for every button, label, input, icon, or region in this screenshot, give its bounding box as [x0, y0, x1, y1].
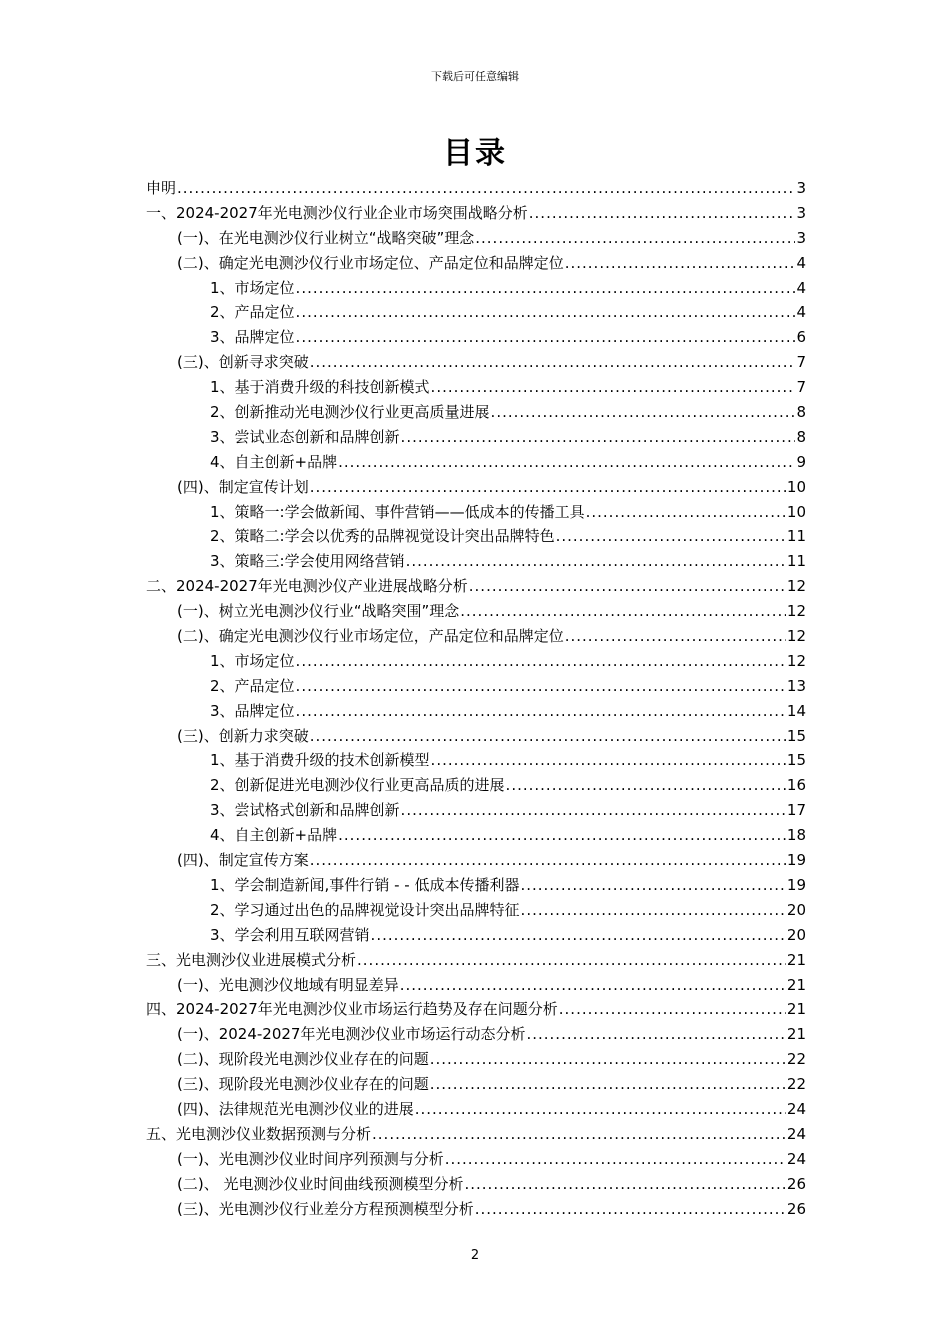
- toc-entry-title: 2、策略二:学会以优秀的品牌视觉设计突出品牌特色: [210, 527, 555, 546]
- toc-entry-page: 7: [796, 378, 806, 397]
- toc-entry-page: 21: [786, 975, 806, 994]
- toc-entry-page: 19: [786, 875, 806, 894]
- toc-entry-title: (一)、在光电测沙仪行业树立“战略突破”理念: [177, 228, 475, 247]
- toc-entry-title: (一)、树立光电测沙仪行业“战略突围”理念: [177, 602, 460, 621]
- toc-entry[interactable]: [146, 1097, 806, 1122]
- toc-entry[interactable]: [146, 1197, 806, 1222]
- toc-entry-page: 21: [786, 1025, 806, 1044]
- toc-entry-title: 一、2024-2027年光电测沙仪行业企业市场突围战略分析: [146, 203, 528, 222]
- toc-entry[interactable]: [146, 500, 806, 525]
- toc-entry-title: (二)、确定光电测沙仪行业市场定位，产品定位和品牌定位: [177, 627, 564, 646]
- toc-leader-dots: [556, 524, 786, 549]
- toc-entry-page: 15: [786, 751, 806, 770]
- toc-entry[interactable]: [146, 524, 806, 549]
- toc-entry-title: 4、自主创新+品牌: [210, 826, 338, 845]
- toc-entry-page: 6: [796, 328, 806, 347]
- toc-entry-page: 14: [786, 701, 806, 720]
- toc-entry-page: 20: [786, 900, 806, 919]
- toc-leader-dots: [529, 201, 796, 226]
- toc-entry[interactable]: [146, 973, 806, 998]
- toc-leader-dots: [491, 400, 796, 425]
- toc-entry[interactable]: [146, 724, 806, 749]
- document-title: 目录: [443, 136, 507, 171]
- toc-entry-title: (三)、创新力求突破: [177, 726, 309, 745]
- toc-entry-title: 1、基于消费升级的技术创新模型: [210, 751, 430, 770]
- toc-entry-page: 26: [786, 1199, 806, 1218]
- toc-entry-title: 2、创新促进光电测沙仪行业更高品质的进展: [210, 776, 505, 795]
- toc-leader-dots: [460, 599, 786, 624]
- toc-entry[interactable]: [146, 176, 806, 201]
- toc-entry-page: 7: [796, 353, 806, 372]
- toc-leader-dots: [296, 276, 796, 301]
- toc-leader-dots: [464, 1172, 785, 1197]
- toc-leader-dots: [526, 1022, 785, 1047]
- toc-entry-title: 3、品牌定位: [210, 328, 295, 347]
- toc-entry-title: 3、学会利用互联网营销: [210, 925, 370, 944]
- toc-leader-dots: [310, 475, 786, 500]
- toc-entry-page: 4: [796, 253, 806, 272]
- toc-entry-page: 17: [786, 801, 806, 820]
- toc-entry-page: 4: [796, 303, 806, 322]
- toc-entry[interactable]: [146, 1147, 806, 1172]
- table-of-contents: [146, 176, 806, 1221]
- toc-leader-dots: [431, 748, 786, 773]
- toc-entry-title: (一)、2024-2027年光电测沙仪业市场运行动态分析: [177, 1025, 526, 1044]
- toc-leader-dots: [475, 1197, 786, 1222]
- toc-leader-dots: [338, 450, 795, 475]
- toc-leader-dots: [430, 1072, 786, 1097]
- toc-leader-dots: [177, 176, 795, 201]
- page-number: 2: [470, 1248, 480, 1263]
- toc-entry-title: 五、光电测沙仪业数据预测与分析: [146, 1124, 372, 1143]
- toc-entry[interactable]: [146, 997, 806, 1022]
- toc-leader-dots: [401, 798, 786, 823]
- toc-entry-title: 四、2024-2027年光电测沙仪业市场运行趋势及存在问题分析: [146, 1000, 558, 1019]
- toc-entry[interactable]: [146, 574, 806, 599]
- toc-leader-dots: [310, 848, 786, 873]
- toc-entry-page: 24: [786, 1099, 806, 1118]
- toc-entry[interactable]: [146, 898, 806, 923]
- toc-entry-page: 21: [786, 950, 806, 969]
- toc-entry-title: 2、学习通过出色的品牌视觉设计突出品牌特征: [210, 900, 520, 919]
- toc-entry-page: 4: [796, 278, 806, 297]
- toc-entry-title: (四)、制定宣传计划: [177, 477, 309, 496]
- toc-entry-page: 22: [786, 1050, 806, 1069]
- toc-entry-title: (三)、光电测沙仪行业差分方程预测模型分析: [177, 1199, 474, 1218]
- toc-leader-dots: [521, 898, 786, 923]
- toc-entry-page: 11: [786, 527, 806, 546]
- toc-entry-title: 2、创新推动光电测沙仪行业更高质量进展: [210, 403, 490, 422]
- toc-entry-title: 1、基于消费升级的科技创新模式: [210, 378, 430, 397]
- toc-entry-page: 10: [786, 477, 806, 496]
- toc-entry[interactable]: [146, 325, 806, 350]
- toc-entry-title: 3、策略三:学会使用网络营销: [210, 552, 405, 571]
- toc-entry-page: 18: [786, 826, 806, 845]
- toc-entry[interactable]: [146, 1072, 806, 1097]
- toc-entry-title: 3、品牌定位: [210, 701, 295, 720]
- toc-entry[interactable]: [146, 699, 806, 724]
- toc-entry[interactable]: [146, 300, 806, 325]
- toc-entry-page: 22: [786, 1075, 806, 1094]
- toc-entry[interactable]: [146, 450, 806, 475]
- toc-entry-page: 16: [786, 776, 806, 795]
- toc-entry-page: 8: [796, 427, 806, 446]
- toc-leader-dots: [296, 699, 786, 724]
- toc-leader-dots: [296, 300, 796, 325]
- toc-entry-title: 1、策略一:学会做新闻、事件营销——低成本的传播工具: [210, 502, 585, 521]
- toc-leader-dots: [338, 823, 786, 848]
- toc-entry-page: 20: [786, 925, 806, 944]
- toc-entry-page: 21: [786, 1000, 806, 1019]
- toc-leader-dots: [296, 325, 796, 350]
- toc-entry-page: 12: [786, 627, 806, 646]
- toc-entry[interactable]: [146, 350, 806, 375]
- toc-leader-dots: [400, 973, 786, 998]
- toc-entry[interactable]: [146, 1172, 806, 1197]
- toc-entry-title: (一)、光电测沙仪地域有明显差异: [177, 975, 399, 994]
- toc-entry-page: 12: [786, 602, 806, 621]
- toc-entry[interactable]: [146, 748, 806, 773]
- toc-entry-page: 12: [786, 577, 806, 596]
- toc-entry[interactable]: [146, 251, 806, 276]
- toc-entry-page: 24: [786, 1149, 806, 1168]
- toc-entry[interactable]: [146, 948, 806, 973]
- toc-entry-page: 3: [796, 203, 806, 222]
- toc-leader-dots: [430, 1047, 786, 1072]
- toc-leader-dots: [586, 500, 786, 525]
- toc-leader-dots: [296, 674, 786, 699]
- toc-entry[interactable]: [146, 773, 806, 798]
- toc-leader-dots: [520, 873, 785, 898]
- toc-leader-dots: [565, 251, 796, 276]
- toc-leader-dots: [310, 350, 796, 375]
- toc-entry[interactable]: [146, 201, 806, 226]
- toc-leader-dots: [310, 724, 786, 749]
- toc-entry[interactable]: [146, 475, 806, 500]
- toc-entry[interactable]: [146, 624, 806, 649]
- toc-entry-page: 3: [796, 228, 806, 247]
- toc-entry[interactable]: [146, 375, 806, 400]
- toc-entry[interactable]: [146, 823, 806, 848]
- toc-entry-page: 9: [796, 452, 806, 471]
- toc-entry[interactable]: [146, 873, 806, 898]
- toc-entry[interactable]: [146, 1122, 806, 1147]
- toc-entry[interactable]: [146, 798, 806, 823]
- toc-entry-title: (二)、 光电测沙仪业时间曲线预测模型分析: [177, 1174, 464, 1193]
- toc-entry-page: 10: [786, 502, 806, 521]
- toc-leader-dots: [401, 425, 796, 450]
- toc-leader-dots: [406, 549, 786, 574]
- toc-entry-page: 15: [786, 726, 806, 745]
- toc-entry-title: 申明: [146, 179, 177, 197]
- toc-entry[interactable]: [146, 923, 806, 948]
- toc-entry-title: 1、学会制造新闻,事件行销 - - 低成本传播利器: [210, 875, 520, 894]
- toc-entry[interactable]: [146, 226, 806, 251]
- toc-leader-dots: [372, 1122, 786, 1147]
- toc-entry-title: (一)、光电测沙仪业时间序列预测与分析: [177, 1149, 444, 1168]
- toc-entry-page: 13: [786, 676, 806, 695]
- toc-entry[interactable]: [146, 276, 806, 301]
- toc-entry[interactable]: [146, 400, 806, 425]
- toc-entry-title: (二)、现阶段光电测沙仪业存在的问题: [177, 1050, 429, 1069]
- toc-entry[interactable]: [146, 549, 806, 574]
- toc-entry-title: (四)、制定宣传方案: [177, 851, 309, 870]
- toc-entry-page: 24: [786, 1124, 806, 1143]
- toc-entry-title: (四)、法律规范光电测沙仪业的进展: [177, 1099, 414, 1118]
- toc-leader-dots: [415, 1097, 786, 1122]
- toc-leader-dots: [559, 997, 786, 1022]
- toc-entry-title: 1、市场定位: [210, 651, 295, 670]
- header-note: 下载后可任意编辑: [431, 70, 519, 83]
- toc-leader-dots: [475, 226, 795, 251]
- toc-entry-title: (三)、现阶段光电测沙仪业存在的问题: [177, 1075, 429, 1094]
- toc-entry[interactable]: [146, 1022, 806, 1047]
- toc-leader-dots: [371, 923, 786, 948]
- toc-entry-title: 4、自主创新+品牌: [210, 452, 338, 471]
- toc-entry-title: (二)、确定光电测沙仪行业市场定位、产品定位和品牌定位: [177, 253, 564, 272]
- toc-entry-title: 二、2024-2027年光电测沙仪产业进展战略分析: [146, 577, 468, 596]
- toc-entry-page: 11: [786, 552, 806, 571]
- toc-entry-title: 三、光电测沙仪业进展模式分析: [146, 950, 357, 969]
- toc-leader-dots: [565, 624, 786, 649]
- toc-entry-page: 3: [796, 179, 806, 197]
- toc-entry-page: 8: [796, 403, 806, 422]
- toc-entry-page: 19: [786, 851, 806, 870]
- toc-entry[interactable]: [146, 599, 806, 624]
- toc-leader-dots: [357, 948, 786, 973]
- toc-leader-dots: [296, 649, 786, 674]
- toc-entry[interactable]: [146, 425, 806, 450]
- toc-leader-dots: [431, 375, 796, 400]
- toc-entry-page: 12: [786, 651, 806, 670]
- toc-entry-title: (三)、创新寻求突破: [177, 353, 309, 372]
- toc-entry-title: 2、产品定位: [210, 303, 295, 322]
- toc-entry-title: 2、产品定位: [210, 676, 295, 695]
- toc-entry-title: 3、尝试格式创新和品牌创新: [210, 801, 400, 820]
- toc-entry[interactable]: [146, 649, 806, 674]
- toc-entry-page: 26: [786, 1174, 806, 1193]
- toc-entry[interactable]: [146, 848, 806, 873]
- toc-leader-dots: [506, 773, 786, 798]
- toc-leader-dots: [469, 574, 786, 599]
- toc-entry-title: 1、市场定位: [210, 278, 295, 297]
- toc-entry-title: 3、尝试业态创新和品牌创新: [210, 427, 400, 446]
- toc-entry[interactable]: [146, 674, 806, 699]
- toc-entry[interactable]: [146, 1047, 806, 1072]
- toc-leader-dots: [445, 1147, 786, 1172]
